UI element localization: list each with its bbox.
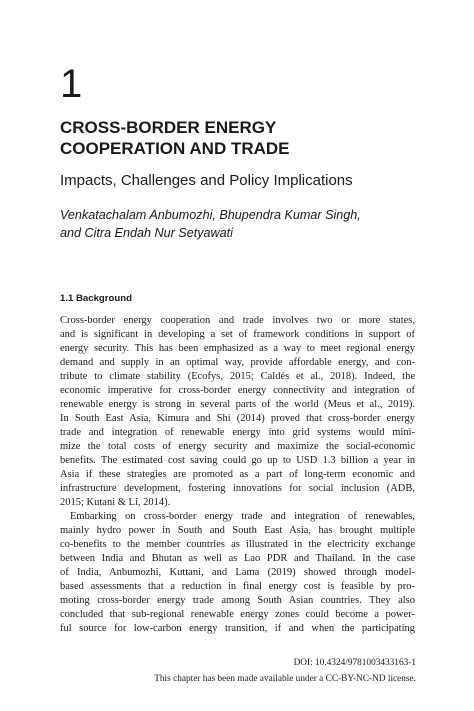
body-text (60, 314, 415, 636)
body-line: based assessments that a reduction in final energy cost is feasible by pro- (60, 581, 415, 592)
body-line: economic imperative for cross-border energy connectivity and integration of (60, 385, 415, 396)
body-line: demand and supply in an optimal way, provide affordable energy, and con- (60, 357, 415, 368)
chapter-number: 1 (60, 62, 83, 106)
body-line: co-benefits to the member countries as illustrated in the electricity exchange (60, 539, 415, 550)
body-line: concluded that sub-regional renewable energy zones could become a power- (60, 609, 415, 620)
body-line: trade and integration of renewable energy into grid systems would mini- (60, 427, 415, 438)
doi-line: DOI: 10.4324/9781003433163-1 (293, 658, 416, 668)
body-line: Embarking on cross-border energy trade and integration of renewables, (70, 511, 415, 522)
body-line: energy security. This has been emphasized as a way to meet regional energy (60, 343, 415, 354)
body-line: In South East Asia, Kimura and Shi (2014) proved that cross-border energy (60, 413, 415, 424)
chapter-authors (60, 206, 420, 242)
body-line: renewable energy is strong in several parts of the world (Meus et al., 2019). (60, 399, 415, 410)
body-line: Cross-border energy cooperation and trade involves two or more states, (60, 315, 415, 326)
chapter-title (60, 117, 420, 159)
body-line: and is significant in developing a set of framework conditions in support of (60, 329, 415, 340)
section-heading: 1.1 Background (60, 293, 132, 304)
license-notice: This chapter has been made available under a CC-BY-NC-ND license. (154, 674, 416, 684)
body-line: ful source for low-carbon energy transition, if and when the participating (60, 623, 415, 634)
body-line: benefits. The estimated cost saving could go up to USD 1.3 billion a year in (60, 455, 415, 466)
body-line: of India, Anbumozhi, Kuttani, and Lama (2019) showed through model- (60, 567, 415, 578)
body-line: mize the total costs of energy security and maximize the social-economic (60, 441, 415, 452)
author-line: Venkatachalam Anbumozhi, Bhupendra Kumar Singh, (60, 208, 361, 222)
chapter-title-line: COOPERATION AND TRADE (60, 139, 290, 158)
chapter-title-line: CROSS-BORDER ENERGY (60, 118, 277, 137)
body-line: 2015; Kutani & Li, 2014). (60, 497, 171, 508)
body-line: tribute to climate stability (Ecofys, 2015; Caldés et al., 2018). Indeed, the (60, 371, 415, 382)
author-line: and Citra Endah Nur Setyawati (60, 226, 233, 240)
body-line: between India and Bhutan as well as Lao PDR and Thailand. In the case (60, 553, 415, 564)
body-line: infrastructure development, fostering innovations for social inclusion (ADB, (60, 483, 415, 494)
chapter-subtitle: Impacts, Challenges and Policy Implications (60, 172, 353, 189)
body-line: mainly hydro power in South and South East Asia, has brought multiple (60, 525, 415, 536)
body-line: Asia if these strategies are promoted as a part of long-term economic and (60, 469, 415, 480)
body-line: moting cross-border energy trade among South Asian countries. They also (60, 595, 415, 606)
